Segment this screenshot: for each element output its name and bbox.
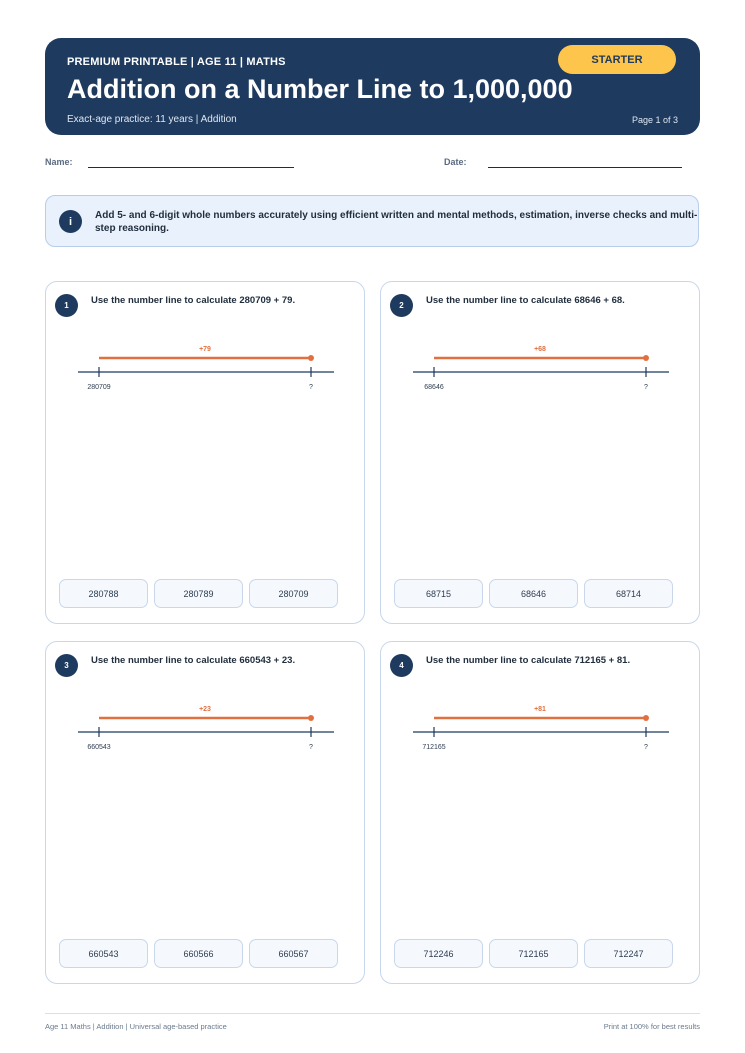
answer-option[interactable]: 660543	[59, 939, 148, 968]
question-card-1	[45, 281, 365, 624]
answer-option[interactable]: 68715	[394, 579, 483, 608]
question-number: 2	[390, 294, 413, 317]
answer-option[interactable]: 68714	[584, 579, 673, 608]
page-title: Addition on a Number Line to 1,000,000	[67, 74, 573, 104]
answer-option[interactable]: 712247	[584, 939, 673, 968]
question-prompt: Use the number line to calculate 712165 + 81.	[426, 655, 631, 666]
answer-option[interactable]: 280789	[154, 579, 243, 608]
learning-objective-box	[45, 195, 699, 247]
end-label: ?	[644, 384, 648, 391]
answer-option[interactable]: 280709	[249, 579, 338, 608]
number-line	[381, 332, 701, 392]
question-card-2	[380, 281, 700, 624]
question-card-3	[45, 641, 365, 984]
question-card-4	[380, 641, 700, 984]
start-label: 660543	[87, 744, 111, 751]
question-number: 4	[390, 654, 413, 677]
name-line[interactable]	[88, 167, 294, 168]
answer-option[interactable]: 712246	[394, 939, 483, 968]
question-number: 1	[55, 294, 78, 317]
answer-option[interactable]: 660567	[249, 939, 338, 968]
name-label: Name:	[45, 157, 73, 167]
footer-right: Print at 100% for best results	[603, 1022, 700, 1031]
answer-option[interactable]: 280788	[59, 579, 148, 608]
number-line	[46, 692, 366, 752]
answer-options	[59, 579, 342, 609]
jump-label: +68	[534, 346, 546, 353]
answer-option[interactable]: 68646	[489, 579, 578, 608]
jump-label: +79	[199, 346, 211, 353]
start-label: 68646	[424, 384, 444, 391]
question-prompt: Use the number line to calculate 68646 + 68.	[426, 295, 625, 306]
date-line[interactable]	[488, 167, 682, 168]
date-label: Date:	[444, 157, 467, 167]
footer-divider	[45, 1013, 700, 1014]
start-label: 280709	[87, 384, 111, 391]
header-kicker: PREMIUM PRINTABLE | AGE 11 | MATHS	[67, 56, 286, 68]
page-number: Page 1 of 3	[631, 115, 678, 125]
question-number: 3	[55, 654, 78, 677]
jump-end-dot	[643, 355, 649, 361]
jump-label: +81	[534, 706, 546, 713]
end-label: ?	[644, 744, 648, 751]
answer-options	[394, 579, 677, 609]
question-prompt: Use the number line to calculate 660543 + 23.	[91, 655, 296, 666]
answer-option[interactable]: 712165	[489, 939, 578, 968]
footer-left: Age 11 Maths | Addition | Universal age-based practice	[45, 1022, 227, 1031]
jump-end-dot	[308, 355, 314, 361]
jump-label: +23	[199, 706, 211, 713]
end-label: ?	[309, 744, 313, 751]
answer-options	[59, 939, 342, 969]
info-icon: i	[59, 210, 82, 233]
number-line	[46, 332, 366, 392]
end-label: ?	[309, 384, 313, 391]
start-label: 712165	[422, 744, 446, 751]
jump-end-dot	[643, 715, 649, 721]
question-prompt: Use the number line to calculate 280709 + 79.	[91, 295, 296, 306]
learning-objective-text: Add 5- and 6-digit whole numbers accurately using efficient written and mental methods, estimation, inverse checks and multi-step reasoning.	[95, 210, 698, 234]
worksheet-header	[45, 38, 700, 135]
answer-options	[394, 939, 677, 969]
number-line	[381, 692, 701, 752]
jump-end-dot	[308, 715, 314, 721]
level-badge: STARTER	[558, 45, 676, 74]
answer-option[interactable]: 660566	[154, 939, 243, 968]
header-subtitle: Exact-age practice: 11 years | Addition	[67, 114, 237, 125]
